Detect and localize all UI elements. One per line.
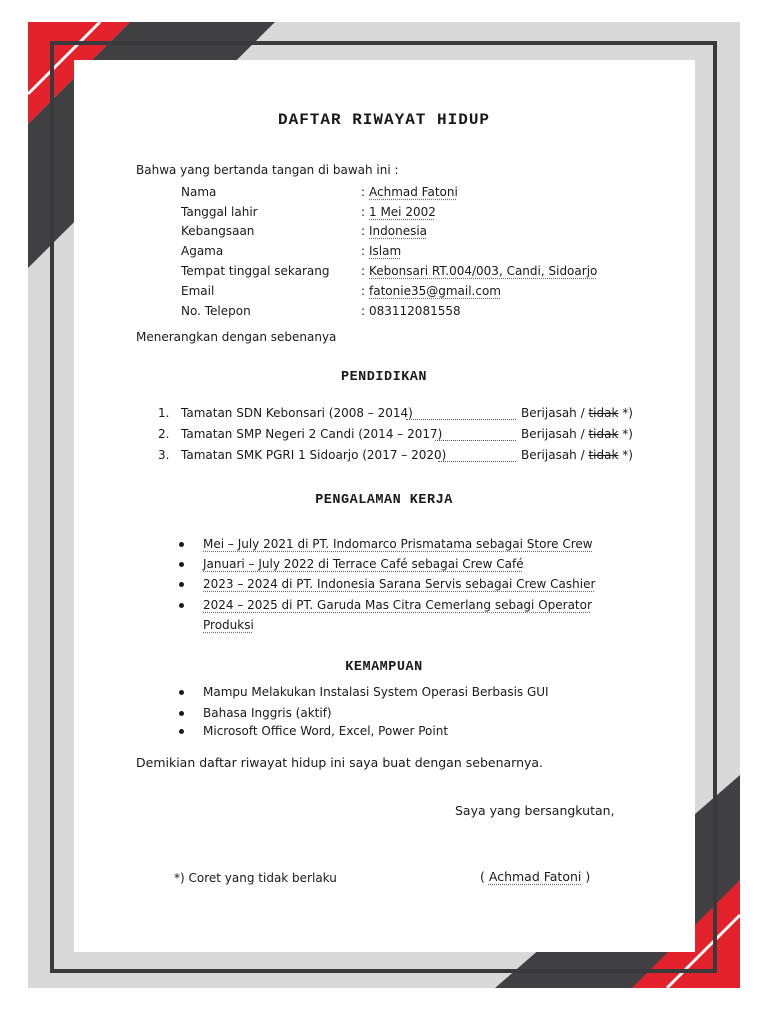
education-item-status: Berijasah / tidak *) bbox=[521, 448, 633, 462]
education-heading: PENDIDIKAN bbox=[340, 370, 427, 385]
colon: : bbox=[361, 264, 366, 278]
colon: : bbox=[361, 185, 366, 199]
experience-item: Mei – July 2021 di PT. Indomarco Prismatama sebagai Store Crew bbox=[203, 537, 593, 551]
education-item-status: Berijasah / tidak *) bbox=[521, 427, 633, 441]
value-agama: Islam bbox=[369, 244, 402, 258]
bullet bbox=[179, 542, 184, 547]
bullet bbox=[179, 711, 184, 716]
list-number: 1. bbox=[158, 406, 170, 420]
label-tempat-tinggal: Tempat tinggal sekarang bbox=[181, 264, 330, 278]
skill-item: Mampu Melakukan Instalasi System Operasi Berbasis GUI bbox=[203, 685, 549, 699]
value-email: fatonie35@gmail.com bbox=[369, 284, 501, 298]
value-telepon: 083112081558 bbox=[369, 304, 461, 318]
education-item-text: Tamatan SMP Negeri 2 Candi (2014 – 2017) bbox=[181, 427, 443, 441]
education-item-status: Berijasah / tidak *) bbox=[521, 406, 633, 420]
experience-item-continuation: Produksi bbox=[203, 618, 254, 632]
value-tempat-tinggal: Kebonsari RT.004/003, Candi, Sidoarjo bbox=[369, 264, 598, 278]
colon: : bbox=[361, 244, 366, 258]
colon: : bbox=[361, 224, 366, 238]
colon: : bbox=[361, 284, 366, 298]
skill-item: Bahasa Inggris (aktif) bbox=[203, 706, 332, 720]
bullet bbox=[179, 582, 184, 587]
value-kebangsaan: Indonesia bbox=[369, 224, 428, 238]
dotted-leader bbox=[438, 461, 516, 462]
closing-statement: Demikian daftar riwayat hidup ini saya buat dengan sebenarnya. bbox=[136, 755, 544, 770]
bullet bbox=[179, 562, 184, 567]
experience-item: Januari – July 2022 di Terrace Café sebagai Crew Café bbox=[203, 557, 524, 571]
skills-heading: KEMAMPUAN bbox=[345, 660, 423, 675]
bullet bbox=[179, 729, 184, 734]
bullet bbox=[179, 603, 184, 608]
dotted-leader bbox=[406, 419, 516, 420]
education-item-text: Tamatan SDN Kebonsari (2008 – 2014) bbox=[181, 406, 413, 420]
document-title: DAFTAR RIWAYAT HIDUP bbox=[277, 111, 491, 129]
colon: : bbox=[361, 304, 366, 318]
skill-item: Microsoft Office Word, Excel, Power Point bbox=[203, 724, 449, 738]
bullet bbox=[179, 690, 184, 695]
value-nama: Achmad Fatoni bbox=[369, 185, 458, 199]
experience-item: 2023 – 2024 di PT. Indonesia Sarana Servis sebagai Crew Cashier bbox=[203, 577, 596, 591]
colon: : bbox=[361, 205, 366, 219]
value-tanggal-lahir: 1 Mei 2002 bbox=[369, 205, 436, 219]
list-number: 3. bbox=[158, 448, 170, 462]
experience-heading: PENGALAMAN KERJA bbox=[315, 493, 453, 508]
dotted-leader bbox=[435, 440, 516, 441]
experience-item: 2024 – 2025 di PT. Garuda Mas Citra Cemerlang sebagi Operator bbox=[203, 598, 592, 612]
label-nama: Nama bbox=[181, 185, 217, 199]
footnote: *) Coret yang tidak berlaku bbox=[174, 871, 337, 885]
label-email: Email bbox=[181, 284, 215, 298]
intro-text: Bahwa yang bertanda tangan di bawah ini : bbox=[136, 163, 399, 177]
label-kebangsaan: Kebangsaan bbox=[181, 224, 255, 238]
label-telepon: No. Telepon bbox=[181, 304, 251, 318]
list-number: 2. bbox=[158, 427, 170, 441]
education-item-text: Tamatan SMK PGRI 1 Sidoarjo (2017 – 2020) bbox=[181, 448, 447, 462]
label-tanggal-lahir: Tanggal lahir bbox=[181, 205, 258, 219]
statement-text: Menerangkan dengan sebenanya bbox=[136, 330, 337, 344]
label-agama: Agama bbox=[181, 244, 224, 258]
signoff-text: Saya yang bersangkutan, bbox=[455, 803, 615, 818]
signature: ( Achmad Fatoni ) bbox=[480, 869, 591, 884]
